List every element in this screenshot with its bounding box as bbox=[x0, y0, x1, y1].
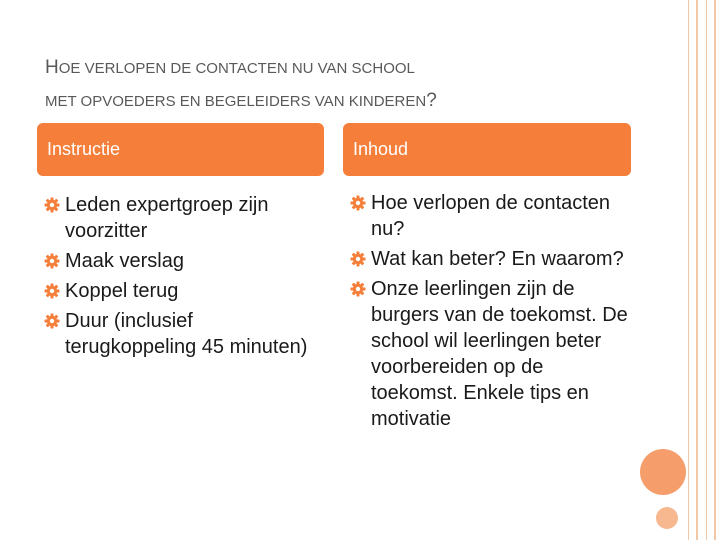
stripe-line bbox=[706, 0, 707, 540]
decorative-stripes bbox=[686, 0, 720, 540]
title-line-2 bbox=[45, 79, 635, 112]
list-item bbox=[44, 192, 324, 244]
list-item bbox=[350, 246, 635, 272]
gear-icon bbox=[44, 313, 60, 329]
list-item-text: Koppel terug bbox=[65, 280, 179, 302]
gear-icon bbox=[350, 195, 366, 211]
list-item-text: Onze leerlingen zijn de burgers van de toekomst. De school wil leerlingen beter voorbereiden op de toekomst. Enkele tips en motivatie bbox=[371, 278, 628, 430]
list-item-text: Hoe verlopen de contacten nu? bbox=[371, 192, 611, 240]
title-question-mark: ? bbox=[426, 90, 437, 111]
title-initial: H bbox=[45, 57, 59, 78]
gear-icon bbox=[350, 251, 366, 267]
list-item-text: Leden expertgroep zijn voorzitter bbox=[65, 194, 269, 242]
list-item bbox=[44, 278, 324, 304]
gear-icon bbox=[44, 197, 60, 213]
list-item bbox=[44, 308, 324, 360]
title-text: MET OPVOEDERS EN BEGELEIDERS VAN KINDEREN bbox=[45, 93, 427, 110]
inhoud-list bbox=[350, 190, 635, 436]
decorative-circle bbox=[640, 449, 686, 495]
list-item-text: Duur (inclusief terugkoppeling 45 minuten) bbox=[65, 310, 308, 358]
list-item bbox=[44, 248, 324, 274]
list-item bbox=[350, 276, 635, 432]
list-item-text: Maak verslag bbox=[65, 250, 184, 272]
stripe-line bbox=[714, 0, 716, 540]
instructie-list bbox=[44, 192, 324, 364]
gear-icon bbox=[350, 281, 366, 297]
stripe-line bbox=[696, 0, 698, 540]
slide-title bbox=[45, 46, 635, 112]
stripe-line bbox=[688, 0, 689, 540]
list-item-text: Wat kan beter? En waarom? bbox=[371, 248, 624, 270]
column-header-instructie: Instructie bbox=[37, 123, 324, 176]
title-line-1 bbox=[45, 46, 635, 79]
gear-icon bbox=[44, 283, 60, 299]
title-text: OE VERLOPEN DE CONTACTEN NU VAN SCHOOL bbox=[58, 60, 415, 77]
gear-icon bbox=[44, 253, 60, 269]
list-item bbox=[350, 190, 635, 242]
column-header-inhoud: Inhoud bbox=[343, 123, 631, 176]
decorative-circle-small bbox=[656, 507, 678, 529]
